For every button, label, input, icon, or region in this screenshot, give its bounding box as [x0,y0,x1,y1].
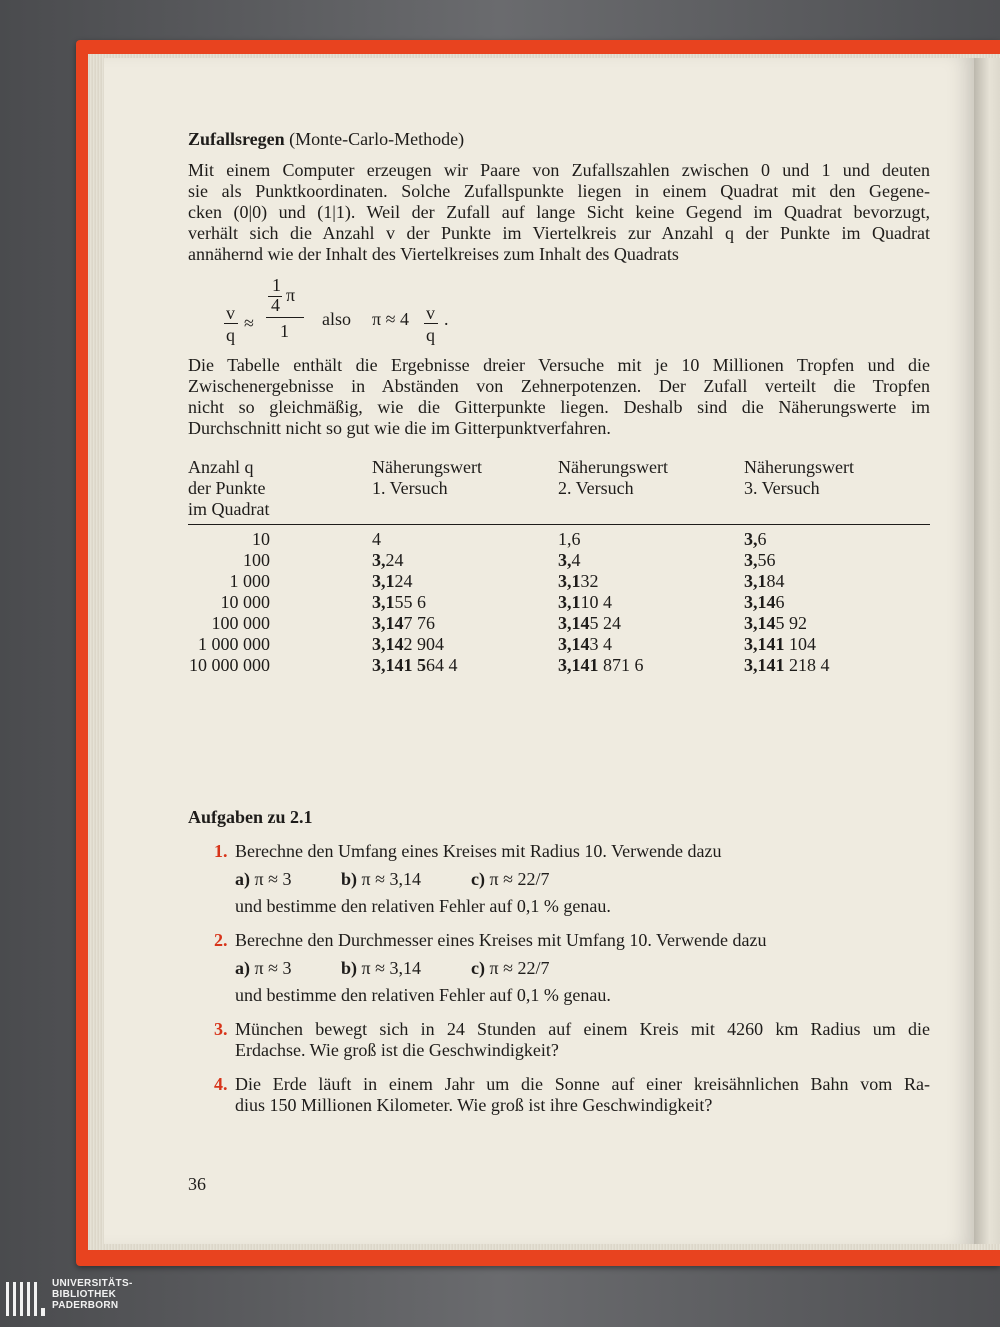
section-subtitle: (Monte-Carlo-Methode) [284,129,465,149]
value-rest-part: 24 [394,571,413,591]
value-bold-part: 3,14 [744,592,776,612]
value-bold-part: 3,141 5 [372,655,426,675]
ratio-formula [188,271,930,347]
task-list [188,841,930,1116]
formula-q2: q [426,325,435,345]
task-choices [235,958,930,979]
table-row [188,613,930,634]
cell-trial-1 [372,529,558,550]
task-number: 4. [214,1074,228,1094]
choice-text: π ≈ 3,14 [361,958,421,978]
task-choices [235,869,930,890]
value-rest-part: 4 [571,550,581,570]
results-table [188,529,930,676]
table-description [188,355,930,439]
text-line: nicht so gleichmäßig, wie die Gitterpunkte liegen. Deshalb sind die Näherungswerte im [188,397,930,417]
choice-text: π ≈ 3 [254,869,292,889]
fraction-bar [266,317,304,318]
formula-pi: π [286,285,296,305]
choice-label: a) [235,869,250,889]
column-header-trial-1 [372,457,482,499]
text-line: sie als Punktkoordinaten. Solche Zufallspunkte liegen in einem Quadrat mit den Gegene- [188,181,930,201]
value-bold-part: 3,1 [558,592,581,612]
value-bold-part: 3, [372,550,386,570]
header-line: im Quadrat [188,499,270,519]
cell-trial-1 [372,655,558,676]
value-rest-part: 1,6 [558,529,581,549]
cell-trial-1 [372,613,558,634]
value-rest-part: 32 [580,571,599,591]
header-line: Näherungswert [372,457,482,477]
task-followup: und bestimme den relativen Fehler auf 0,1 % genau. [235,896,611,916]
table-row [188,655,930,676]
value-rest-part: 24 [385,550,404,570]
text-line: Mit einem Computer erzeugen wir Paare von Zufallszahlen zwischen 0 und 1 und deuten [188,160,930,180]
library-line: PADERBORN [52,1300,119,1311]
cell-count: 100 [243,550,270,570]
value-bold-part: 3, [744,550,758,570]
choice-label: b) [341,958,358,978]
cell-count: 10 000 000 [189,655,270,675]
task-item [188,841,930,917]
formula-one-top: 1 [272,275,281,295]
value-rest-part: 3 4 [589,634,612,654]
header-line: der Punkte [188,478,266,498]
facing-page [974,58,1000,1244]
cell-trial-3 [744,634,930,655]
formula-approx: ≈ [244,313,254,333]
library-line: UNIVERSITÄTS- [52,1278,133,1289]
cell-trial-1 [372,592,558,613]
formula-pi-approx: π ≈ 4 [372,309,409,329]
value-bold-part: 3,14 [372,613,404,633]
task-text: Berechne den Durchmesser eines Kreises mit Umfang 10. Verwende dazu [235,930,767,950]
value-rest-part: 871 6 [598,655,644,675]
header-line: Näherungswert [744,457,854,477]
cell-count: 1 000 000 [198,634,270,654]
choice-text: π ≈ 22/7 [489,869,550,889]
column-header-count [188,457,269,520]
table-row [188,592,930,613]
value-rest-part: 10 4 [580,592,612,612]
cell-count: 10 000 [220,592,270,612]
task-item [188,1019,930,1061]
value-rest-part: 55 6 [394,592,426,612]
value-bold-part: 3,141 [744,655,785,675]
cell-trial-1 [372,550,558,571]
value-rest-part: 64 4 [426,655,458,675]
fraction-bar [424,323,438,324]
cell-trial-2 [558,592,744,613]
formula-v: v [226,303,235,323]
value-bold-part: 3, [558,550,572,570]
cell-trial-1 [372,634,558,655]
text-line: cken (0|0) und (1|1). Weil der Zufall auf lange Sicht keine Gegend im Quadrat bevorzugt, [188,202,930,222]
formula-v2: v [426,303,435,323]
value-rest-part: 56 [757,550,776,570]
choice-label: a) [235,958,250,978]
choice-text: π ≈ 3,14 [361,869,421,889]
section-title: Zufallsregen [188,129,285,149]
fraction-bar [224,323,238,324]
choice-label: c) [471,869,485,889]
text-line: Durchschnitt nicht so gut wie die im Gitterpunktverfahren. [188,418,611,438]
value-rest-part: 4 [372,529,381,549]
text-line: verhält sich die Anzahl v der Punkte im Viertelkreis zur Anzahl q der Punkte im Quadrat [188,223,930,243]
task-text: Berechne den Umfang eines Kreises mit Radius 10. Verwende dazu [235,841,722,861]
value-bold-part: 3,1 [558,571,581,591]
task-number: 3. [214,1019,228,1039]
choice-label: c) [471,958,485,978]
task-text: dius 150 Millionen Kilometer. Wie groß ist ihre Geschwindigkeit? [235,1095,713,1115]
formula-also: also [322,309,351,329]
page-number: 36 [188,1174,206,1194]
cell-trial-2 [558,655,744,676]
text-line: Die Tabelle enthält die Ergebnisse dreier Versuche mit je 10 Millionen Tropfen und die [188,355,930,375]
task-text: Erdachse. Wie groß ist die Geschwindigkeit? [235,1040,559,1060]
column-header-trial-2 [558,457,668,499]
header-line: Näherungswert [558,457,668,477]
column-header-trial-3 [744,457,854,499]
value-rest-part: 2 904 [403,634,444,654]
cell-trial-3 [744,613,930,634]
value-bold-part: 3,141 [558,655,599,675]
intro-paragraph [188,160,930,265]
value-bold-part: 3,14 [744,613,776,633]
task-followup: und bestimme den relativen Fehler auf 0,1 % genau. [235,985,611,1005]
task-item [188,930,930,1006]
choice-label: b) [341,869,358,889]
tasks-heading: Aufgaben zu 2.1 [188,807,313,827]
task-text: Die Erde läuft in einem Jahr um die Sonne auf einer kreisähnlichen Bahn vom Ra- [235,1074,930,1094]
value-rest-part: 6 [757,529,767,549]
value-bold-part: 3,14 [372,634,404,654]
choice-text: π ≈ 22/7 [489,958,550,978]
task-item [188,1074,930,1116]
value-bold-part: 3,14 [558,634,590,654]
cell-trial-2 [558,613,744,634]
formula-q: q [226,325,235,345]
cell-trial-2 [558,529,744,550]
value-bold-part: 3,1 [372,592,395,612]
section-heading [188,129,930,150]
cell-trial-3 [744,571,930,592]
cell-count: 1 000 [229,571,270,591]
formula-period: . [444,309,449,329]
value-bold-part: 3,1 [372,571,395,591]
cell-trial-2 [558,571,744,592]
value-rest-part: 104 [784,634,816,654]
table-row [188,571,930,592]
cell-trial-3 [744,550,930,571]
header-line: 2. Versuch [558,478,634,498]
task-text: München bewegt sich in 24 Stunden auf einem Kreis mit 4260 km Radius um die [235,1019,930,1039]
table-row [188,634,930,655]
cell-trial-3 [744,655,930,676]
task-number: 2. [214,930,228,950]
header-line: Anzahl q [188,457,254,477]
value-bold-part: 3, [744,529,758,549]
value-bold-part: 3,141 [744,634,785,654]
formula-four: 4 [271,295,280,315]
value-rest-part: 84 [766,571,785,591]
cell-count: 100 000 [211,613,270,633]
library-name [52,1278,133,1311]
table-row [188,550,930,571]
text-line: Zwischenergebnisse in Abständen von Zehnerpotenzen. Der Zufall verteilt die Tropfen [188,376,930,396]
library-bars-icon [6,1278,46,1320]
value-bold-part: 3,14 [558,613,590,633]
value-rest-part: 7 76 [403,613,435,633]
choice-text: π ≈ 3 [254,958,292,978]
cell-trial-2 [558,634,744,655]
value-rest-part: 6 [775,592,785,612]
text-line: annähernd wie der Inhalt des Viertelkreises zum Inhalt des Quadrats [188,244,679,264]
value-rest-part: 5 92 [775,613,807,633]
cell-trial-2 [558,550,744,571]
task-number: 1. [214,841,228,861]
header-line: 1. Versuch [372,478,448,498]
cell-trial-3 [744,529,930,550]
cell-trial-1 [372,571,558,592]
value-rest-part: 218 4 [784,655,830,675]
table-rule [188,524,930,525]
cell-count: 10 [252,529,270,549]
cell-trial-3 [744,592,930,613]
value-rest-part: 5 24 [589,613,621,633]
table-row [188,529,930,550]
library-line: BIBLIOTHEK [52,1289,117,1300]
value-bold-part: 3,1 [744,571,767,591]
library-logo [6,1278,156,1324]
header-line: 3. Versuch [744,478,820,498]
page-content [188,120,930,1116]
table-header [188,457,930,520]
formula-one-bottom: 1 [280,321,289,341]
